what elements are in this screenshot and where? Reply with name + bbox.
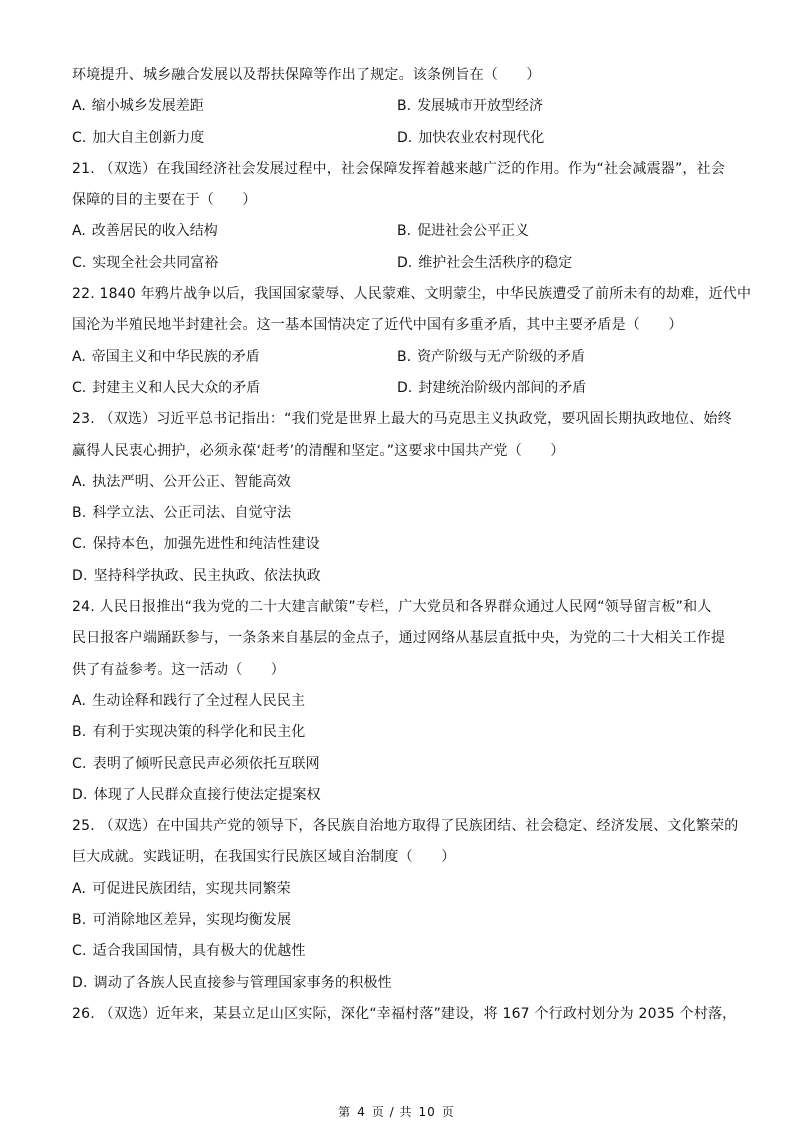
option-letter: C. [72,536,87,553]
option-letter: A. [72,880,87,897]
option-text: 促进社会公平正义 [417,223,530,240]
option-c[interactable] [72,532,724,563]
option-text: 封建统治阶级内部间的矛盾 [418,379,587,396]
option-a[interactable] [72,94,397,125]
question-20-options-row-2 [72,126,724,157]
option-letter: C. [72,755,87,772]
option-text: 实现全社会共同富裕 [92,254,219,271]
option-c[interactable] [72,126,397,157]
footer-prefix: 第 [338,1105,352,1119]
option-letter: C. [72,254,87,271]
option-letter: C. [72,129,87,146]
option-letter: D. [397,129,413,146]
option-text: 保持本色，加强先进性和纯洁性建设 [92,536,320,553]
option-letter: C. [72,379,87,396]
option-b[interactable] [72,501,724,532]
option-text: 表明了倾听民意民声必须依托互联网 [92,755,320,772]
question-22-options-row-2 [72,376,724,407]
option-b[interactable] [72,908,724,939]
total-page-number: 10 [418,1105,436,1119]
option-letter: C. [72,943,87,960]
option-text: 可消除地区差异，实现均衡发展 [92,912,292,929]
option-text: 适合我国国情，具有极大的优越性 [92,943,306,960]
option-letter: A. [72,223,86,240]
option-letter: D. [397,379,413,396]
exam-page [72,63,752,1033]
option-letter: D. [72,974,88,991]
option-c[interactable] [72,376,397,407]
question-20-options-row-1 [72,94,724,125]
option-c[interactable] [72,939,724,970]
question-21-options-row-2 [72,251,724,282]
option-d[interactable] [72,783,724,814]
question-23-stem-line-1: 23. （双选）习近平总书记指出：“我们党是世界上最大的马克思主义执政党，要巩固长期执政地位、始终 [72,411,732,428]
option-b[interactable] [397,219,722,250]
option-c[interactable] [72,251,397,282]
option-letter: A. [72,473,87,490]
option-a[interactable] [72,689,724,720]
question-25-stem-line-1: 25. （双选）在中国共产党的领导下，各民族自治地方取得了民族团结、社会稳定、经济发展、文化繁荣的 [72,818,739,835]
option-text: 发展城市开放型经济 [417,98,544,115]
option-letter: D. [397,254,413,271]
option-letter: A. [72,98,86,115]
question-21-stem-line-1: 21. （双选）在我国经济社会发展过程中，社会保障发挥着越来越广泛的作用。作为“社会减震器”，社会 [72,160,726,177]
option-letter: B. [72,724,87,741]
option-a[interactable] [72,219,397,250]
option-letter: D. [72,786,88,803]
option-letter: A. [72,692,87,709]
option-text: 改善居民的收入结构 [91,223,218,240]
question-24-stem-line-3: 供了有益参考。这一活动（ ） [72,661,285,678]
question-22-stem-line-1: 22. 1840 年鸦片战争以后，我国国家蒙辱、人民蒙难、文明蒙尘，中华民族遭受了前所未有的劫难，近代中 [72,286,752,303]
option-text: 执法严明、公开公正、智能高效 [92,473,291,490]
option-d[interactable] [397,251,722,282]
question-22-options-row-1 [72,345,724,376]
footer-mid: 页 / 共 [371,1105,413,1119]
option-c[interactable] [72,752,724,783]
option-letter: A. [72,348,86,365]
option-text: 坚持科学执政、民主执政、依法执政 [93,567,321,584]
current-page-number: 4 [357,1105,366,1119]
option-text: 帝国主义和中华民族的矛盾 [91,348,260,365]
option-d[interactable] [72,971,724,1002]
option-b[interactable] [72,720,724,751]
option-d[interactable] [397,376,722,407]
option-letter: B. [72,912,87,929]
question-24-stem-line-2: 民日报客户端踊跃参与，一条条来自基层的金点子，通过网络从基层直抵中央，为党的二十大相关工作提 [72,630,726,647]
option-a[interactable] [72,877,724,908]
option-text: 封建主义和人民大众的矛盾 [92,379,261,396]
option-letter: B. [397,223,412,240]
option-text: 维护社会生活秩序的稳定 [418,254,573,271]
option-text: 生动诠释和践行了全过程人民民主 [92,692,306,709]
question-26-stem-line-1: 26. （双选）近年来，某县立足山区实际，深化“幸福村落”建设，将 167 个行政村划分为 2035 个村落， [72,1005,737,1022]
option-b[interactable] [397,94,722,125]
question-21-stem-line-2: 保障的目的主要在于（ ） [72,192,257,209]
option-text: 有利于实现决策的科学化和民主化 [92,724,306,741]
question-20-stem-tail: 环境提升、城乡融合发展以及帮扶保障等作出了规定。该条例旨在（ ） [72,67,541,83]
option-text: 加大自主创新力度 [92,129,205,146]
question-24-stem-line-1: 24. 人民日报推出“我为党的二十大建言献策”专栏，广大党员和各界群众通过人民网“领导留言板”和人 [72,599,712,616]
question-23-stem-line-2: 赢得人民衷心拥护，必须永葆‘赶考’的清醒和坚定。”这要求中国共产党（ ） [72,442,565,459]
option-text: 缩小城乡发展差距 [91,98,204,115]
option-letter: B. [72,505,87,522]
option-letter: B. [397,348,412,365]
question-25-stem-line-2: 巨大成就。实践证明，在我国实行民族区域自治制度（ ） [72,849,456,866]
option-letter: B. [397,98,412,115]
footer-suffix: 页 [441,1105,455,1119]
option-b[interactable] [397,345,722,376]
option-text: 可促进民族团结，实现共同繁荣 [92,880,291,897]
option-text: 资产阶级与无产阶级的矛盾 [417,348,586,365]
option-text: 体现了人民群众直接行使法定提案权 [93,786,321,803]
option-text: 调动了各族人民直接参与管理国家事务的积极性 [93,974,392,991]
option-a[interactable] [72,345,397,376]
option-d[interactable] [72,564,724,595]
option-letter: D. [72,567,88,584]
question-22-stem-line-2: 国沦为半殖民地半封建社会。这一基本国情决定了近代中国有多重矛盾，其中主要矛盾是（ ） [72,317,683,334]
option-a[interactable] [72,470,724,501]
option-d[interactable] [397,126,722,157]
page-footer [0,1103,793,1120]
option-text: 科学立法、公正司法、自觉守法 [92,505,292,522]
option-text: 加快农业农村现代化 [418,129,545,146]
question-21-options-row-1 [72,219,724,250]
